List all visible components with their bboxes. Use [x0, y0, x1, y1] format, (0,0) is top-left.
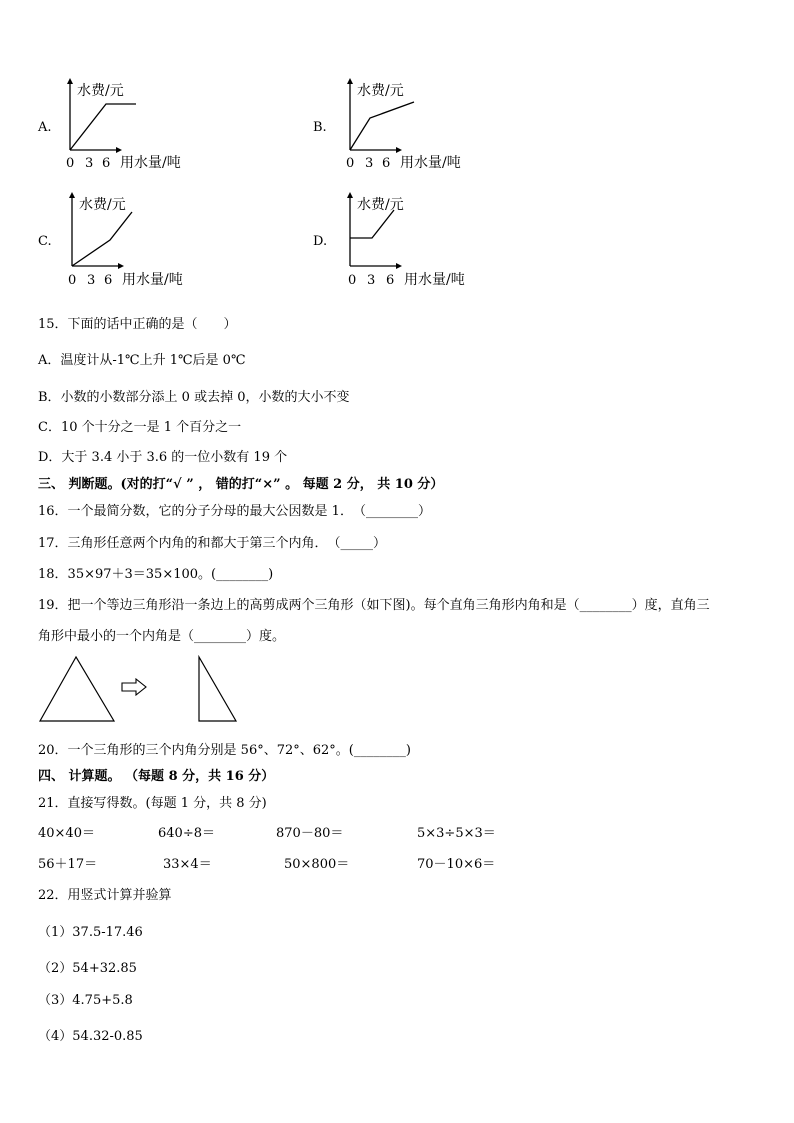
y-label: 水费/元	[79, 197, 126, 213]
graph-b	[340, 78, 490, 173]
right-triangle	[199, 657, 236, 721]
q21-item: 50×800＝	[284, 857, 350, 872]
q19-line1: 19．把一个等边三角形沿一条边上的高剪成两个三角形（如下图)。每个直角三角形内角和是（________）度，直角三	[38, 598, 710, 613]
q17: 17．三角形任意两个内角的和都大于第三个内角． （_____）	[38, 536, 387, 551]
tick-6: 6	[102, 156, 111, 171]
q21-stem: 21．直接写得数。(每题 1 分，共 8 分)	[38, 796, 267, 811]
q21-item: 40×40＝	[38, 826, 95, 841]
tick-0: 0	[68, 273, 77, 288]
x-label: 用水量/吨	[400, 155, 461, 171]
tick-0: 0	[66, 156, 75, 171]
q15-option-c: C．10 个十分之一是 1 个百分之一	[38, 420, 242, 435]
tick-3: 3	[87, 273, 96, 288]
tick-3: 3	[367, 273, 376, 288]
graph-line	[350, 210, 394, 238]
x-arrow	[116, 147, 122, 153]
q15-stem: 15．下面的话中正确的是（ ）	[38, 317, 237, 332]
equilateral-triangle	[40, 657, 114, 721]
q15-option-b: B．小数的小数部分添上 0 或去掉 0，小数的大小不变	[38, 390, 350, 405]
graph-d	[340, 192, 490, 292]
q22-stem: 22．用竖式计算并验算	[38, 888, 172, 903]
x-label: 用水量/吨	[122, 272, 183, 288]
y-arrow	[67, 78, 73, 84]
q21-item: 870－80＝	[276, 826, 344, 841]
y-label: 水费/元	[77, 83, 124, 99]
q18: 18．35×97＋3＝35×100。(________)	[38, 567, 274, 582]
graph-line	[70, 104, 136, 150]
q21-item: 70－10×6＝	[417, 857, 496, 872]
option-d-label: D.	[313, 234, 328, 249]
section-3-heading: 三、 判断题。(对的打“√ ” ， 错的打“×” 。 每题 2 分， 共 10 分）	[38, 477, 444, 492]
graph-c	[62, 192, 212, 292]
graph-line	[350, 102, 414, 150]
option-c-label: C.	[38, 234, 52, 249]
x-label: 用水量/吨	[404, 272, 465, 288]
q16: 16．一个最简分数，它的分子分母的最大公因数是 1． （________）	[38, 504, 431, 519]
graph-line	[72, 212, 132, 266]
q15-option-a: A．温度计从-1℃上升 1℃后是 0℃	[38, 353, 246, 368]
tick-0: 0	[348, 273, 357, 288]
q22-item-2: （2）54+32.85	[38, 961, 137, 976]
graph-a	[60, 78, 210, 173]
q22-item-4: （4）54.32-0.85	[38, 1029, 143, 1044]
tick-6: 6	[382, 156, 391, 171]
q22-item-1: （1）37.5-17.46	[38, 925, 143, 940]
tick-3: 3	[365, 156, 374, 171]
tick-0: 0	[346, 156, 355, 171]
q21-item: 640÷8＝	[158, 826, 215, 841]
q15-option-d: D．大于 3.4 小于 3.6 的一位小数有 19 个	[38, 450, 288, 465]
q21-item: 5×3÷5×3＝	[417, 826, 496, 841]
tick-3: 3	[85, 156, 94, 171]
right-arrow-icon	[122, 679, 146, 695]
y-label: 水费/元	[357, 197, 404, 213]
q20: 20．一个三角形的三个内角分别是 56°、72°、62°。(________)	[38, 743, 411, 758]
tick-6: 6	[104, 273, 113, 288]
y-label: 水费/元	[357, 83, 404, 99]
tick-6: 6	[386, 273, 395, 288]
triangle-figure	[36, 655, 246, 727]
option-b-label: B.	[313, 120, 327, 135]
q21-item: 56＋17＝	[38, 857, 98, 872]
q19-line2: 角形中最小的一个内角是（________）度。	[38, 629, 286, 644]
section-4-heading: 四、 计算题。 （每题 8 分，共 16 分）	[38, 769, 275, 784]
option-a-label: A.	[38, 120, 52, 135]
q21-item: 33×4＝	[163, 857, 212, 872]
x-label: 用水量/吨	[120, 155, 181, 171]
q22-item-3: （3）4.75+5.8	[38, 993, 133, 1008]
